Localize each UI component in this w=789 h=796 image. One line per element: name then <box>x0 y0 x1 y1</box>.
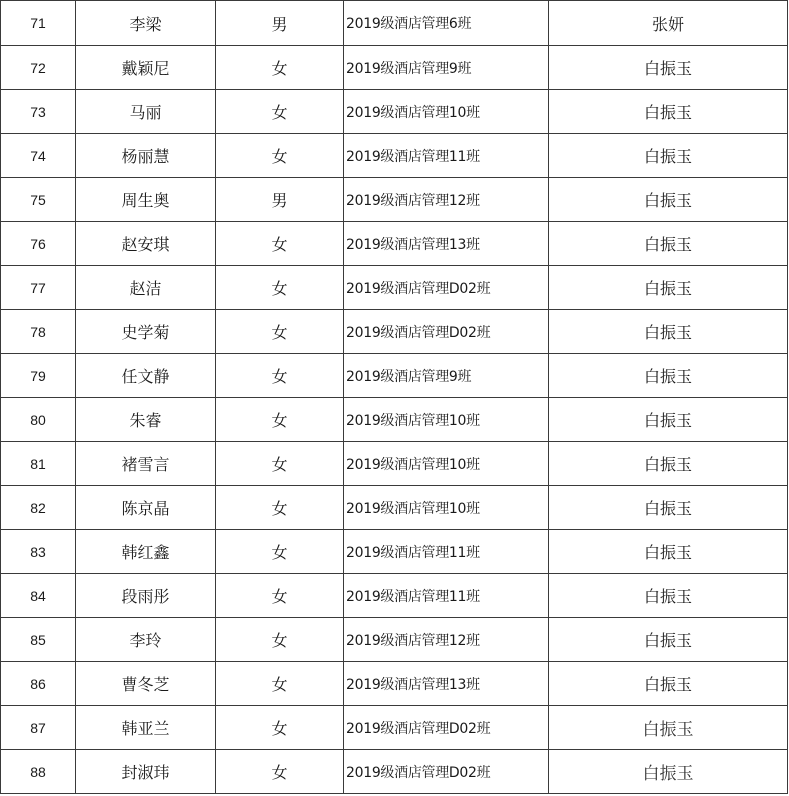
row-number-cell[interactable]: 74 <box>1 134 76 178</box>
class-cell[interactable]: 2019级酒店管理6班 <box>344 1 549 46</box>
class-cell[interactable]: 2019级酒店管理D02班 <box>344 266 549 310</box>
class-cell[interactable]: 2019级酒店管理D02班 <box>344 310 549 354</box>
student-name-cell[interactable]: 段雨彤 <box>76 574 216 618</box>
teacher-cell[interactable]: 白振玉 <box>549 662 788 706</box>
class-cell[interactable]: 2019级酒店管理10班 <box>344 442 549 486</box>
row-number-cell[interactable]: 82 <box>1 486 76 530</box>
teacher-cell[interactable]: 白振玉 <box>549 706 788 750</box>
gender-cell[interactable]: 女 <box>216 442 344 486</box>
teacher-cell[interactable]: 白振玉 <box>549 266 788 310</box>
table-row <box>1 618 788 662</box>
student-name-cell[interactable]: 周生奥 <box>76 178 216 222</box>
row-number-cell[interactable]: 73 <box>1 90 76 134</box>
gender-cell[interactable]: 女 <box>216 574 344 618</box>
teacher-cell[interactable]: 白振玉 <box>549 90 788 134</box>
class-cell[interactable]: 2019级酒店管理D02班 <box>344 706 549 750</box>
student-name-cell[interactable]: 杨丽慧 <box>76 134 216 178</box>
table-row <box>1 90 788 134</box>
student-name-cell[interactable]: 史学菊 <box>76 310 216 354</box>
teacher-cell[interactable]: 白振玉 <box>549 354 788 398</box>
student-name-cell[interactable]: 朱睿 <box>76 398 216 442</box>
table-row <box>1 574 788 618</box>
gender-cell[interactable]: 女 <box>216 398 344 442</box>
teacher-cell[interactable]: 白振玉 <box>549 222 788 266</box>
student-name-cell[interactable]: 韩红鑫 <box>76 530 216 574</box>
class-cell[interactable]: 2019级酒店管理12班 <box>344 618 549 662</box>
student-table-body <box>1 1 788 794</box>
teacher-cell[interactable]: 白振玉 <box>549 398 788 442</box>
teacher-cell[interactable]: 张妍 <box>549 1 788 46</box>
row-number-cell[interactable]: 88 <box>1 750 76 794</box>
teacher-cell[interactable]: 白振玉 <box>549 486 788 530</box>
student-name-cell[interactable]: 任文静 <box>76 354 216 398</box>
class-cell[interactable]: 2019级酒店管理9班 <box>344 46 549 90</box>
student-name-cell[interactable]: 赵洁 <box>76 266 216 310</box>
gender-cell[interactable]: 女 <box>216 354 344 398</box>
student-name-cell[interactable]: 李玲 <box>76 618 216 662</box>
teacher-cell[interactable]: 白振玉 <box>549 574 788 618</box>
table-row <box>1 354 788 398</box>
class-cell[interactable]: 2019级酒店管理11班 <box>344 574 549 618</box>
teacher-cell[interactable]: 白振玉 <box>549 134 788 178</box>
table-row <box>1 178 788 222</box>
class-cell[interactable]: 2019级酒店管理11班 <box>344 530 549 574</box>
teacher-cell[interactable]: 白振玉 <box>549 178 788 222</box>
teacher-cell[interactable]: 白振玉 <box>549 750 788 794</box>
gender-cell[interactable]: 女 <box>216 618 344 662</box>
row-number-cell[interactable]: 78 <box>1 310 76 354</box>
gender-cell[interactable]: 女 <box>216 266 344 310</box>
gender-cell[interactable]: 女 <box>216 662 344 706</box>
gender-cell[interactable]: 女 <box>216 530 344 574</box>
student-name-cell[interactable]: 封淑玮 <box>76 750 216 794</box>
row-number-cell[interactable]: 87 <box>1 706 76 750</box>
row-number-cell[interactable]: 72 <box>1 46 76 90</box>
table-row <box>1 310 788 354</box>
teacher-cell[interactable]: 白振玉 <box>549 46 788 90</box>
class-cell[interactable]: 2019级酒店管理13班 <box>344 222 549 266</box>
class-cell[interactable]: 2019级酒店管理D02班 <box>344 750 549 794</box>
row-number-cell[interactable]: 79 <box>1 354 76 398</box>
row-number-cell[interactable]: 83 <box>1 530 76 574</box>
class-cell[interactable]: 2019级酒店管理11班 <box>344 134 549 178</box>
teacher-cell[interactable]: 白振玉 <box>549 310 788 354</box>
row-number-cell[interactable]: 71 <box>1 1 76 46</box>
table-row <box>1 530 788 574</box>
student-name-cell[interactable]: 曹冬芝 <box>76 662 216 706</box>
gender-cell[interactable]: 女 <box>216 222 344 266</box>
class-cell[interactable]: 2019级酒店管理13班 <box>344 662 549 706</box>
class-cell[interactable]: 2019级酒店管理9班 <box>344 354 549 398</box>
table-row <box>1 750 788 794</box>
gender-cell[interactable]: 女 <box>216 486 344 530</box>
row-number-cell[interactable]: 81 <box>1 442 76 486</box>
gender-cell[interactable]: 女 <box>216 46 344 90</box>
student-name-cell[interactable]: 赵安琪 <box>76 222 216 266</box>
row-number-cell[interactable]: 76 <box>1 222 76 266</box>
row-number-cell[interactable]: 85 <box>1 618 76 662</box>
student-name-cell[interactable]: 李梁 <box>76 1 216 46</box>
table-row <box>1 398 788 442</box>
gender-cell[interactable]: 男 <box>216 178 344 222</box>
student-name-cell[interactable]: 韩亚兰 <box>76 706 216 750</box>
table-row <box>1 266 788 310</box>
gender-cell[interactable]: 女 <box>216 750 344 794</box>
student-name-cell[interactable]: 戴颖尼 <box>76 46 216 90</box>
gender-cell[interactable]: 女 <box>216 90 344 134</box>
teacher-cell[interactable]: 白振玉 <box>549 530 788 574</box>
student-name-cell[interactable]: 陈京晶 <box>76 486 216 530</box>
gender-cell[interactable]: 女 <box>216 706 344 750</box>
table-row <box>1 706 788 750</box>
teacher-cell[interactable]: 白振玉 <box>549 618 788 662</box>
table-row <box>1 134 788 178</box>
row-number-cell[interactable]: 75 <box>1 178 76 222</box>
gender-cell[interactable]: 女 <box>216 310 344 354</box>
row-number-cell[interactable]: 86 <box>1 662 76 706</box>
row-number-cell[interactable]: 84 <box>1 574 76 618</box>
table-row <box>1 1 788 46</box>
gender-cell[interactable]: 男 <box>216 1 344 46</box>
class-cell[interactable]: 2019级酒店管理10班 <box>344 398 549 442</box>
table-row <box>1 486 788 530</box>
teacher-cell[interactable]: 白振玉 <box>549 442 788 486</box>
table-row <box>1 222 788 266</box>
gender-cell[interactable]: 女 <box>216 134 344 178</box>
class-cell[interactable]: 2019级酒店管理10班 <box>344 90 549 134</box>
student-name-cell[interactable]: 褚雪言 <box>76 442 216 486</box>
row-number-cell[interactable]: 77 <box>1 266 76 310</box>
row-number-cell[interactable]: 80 <box>1 398 76 442</box>
class-cell[interactable]: 2019级酒店管理10班 <box>344 486 549 530</box>
class-cell[interactable]: 2019级酒店管理12班 <box>344 178 549 222</box>
table-row <box>1 46 788 90</box>
table-row <box>1 442 788 486</box>
table-row <box>1 662 788 706</box>
student-name-cell[interactable]: 马丽 <box>76 90 216 134</box>
